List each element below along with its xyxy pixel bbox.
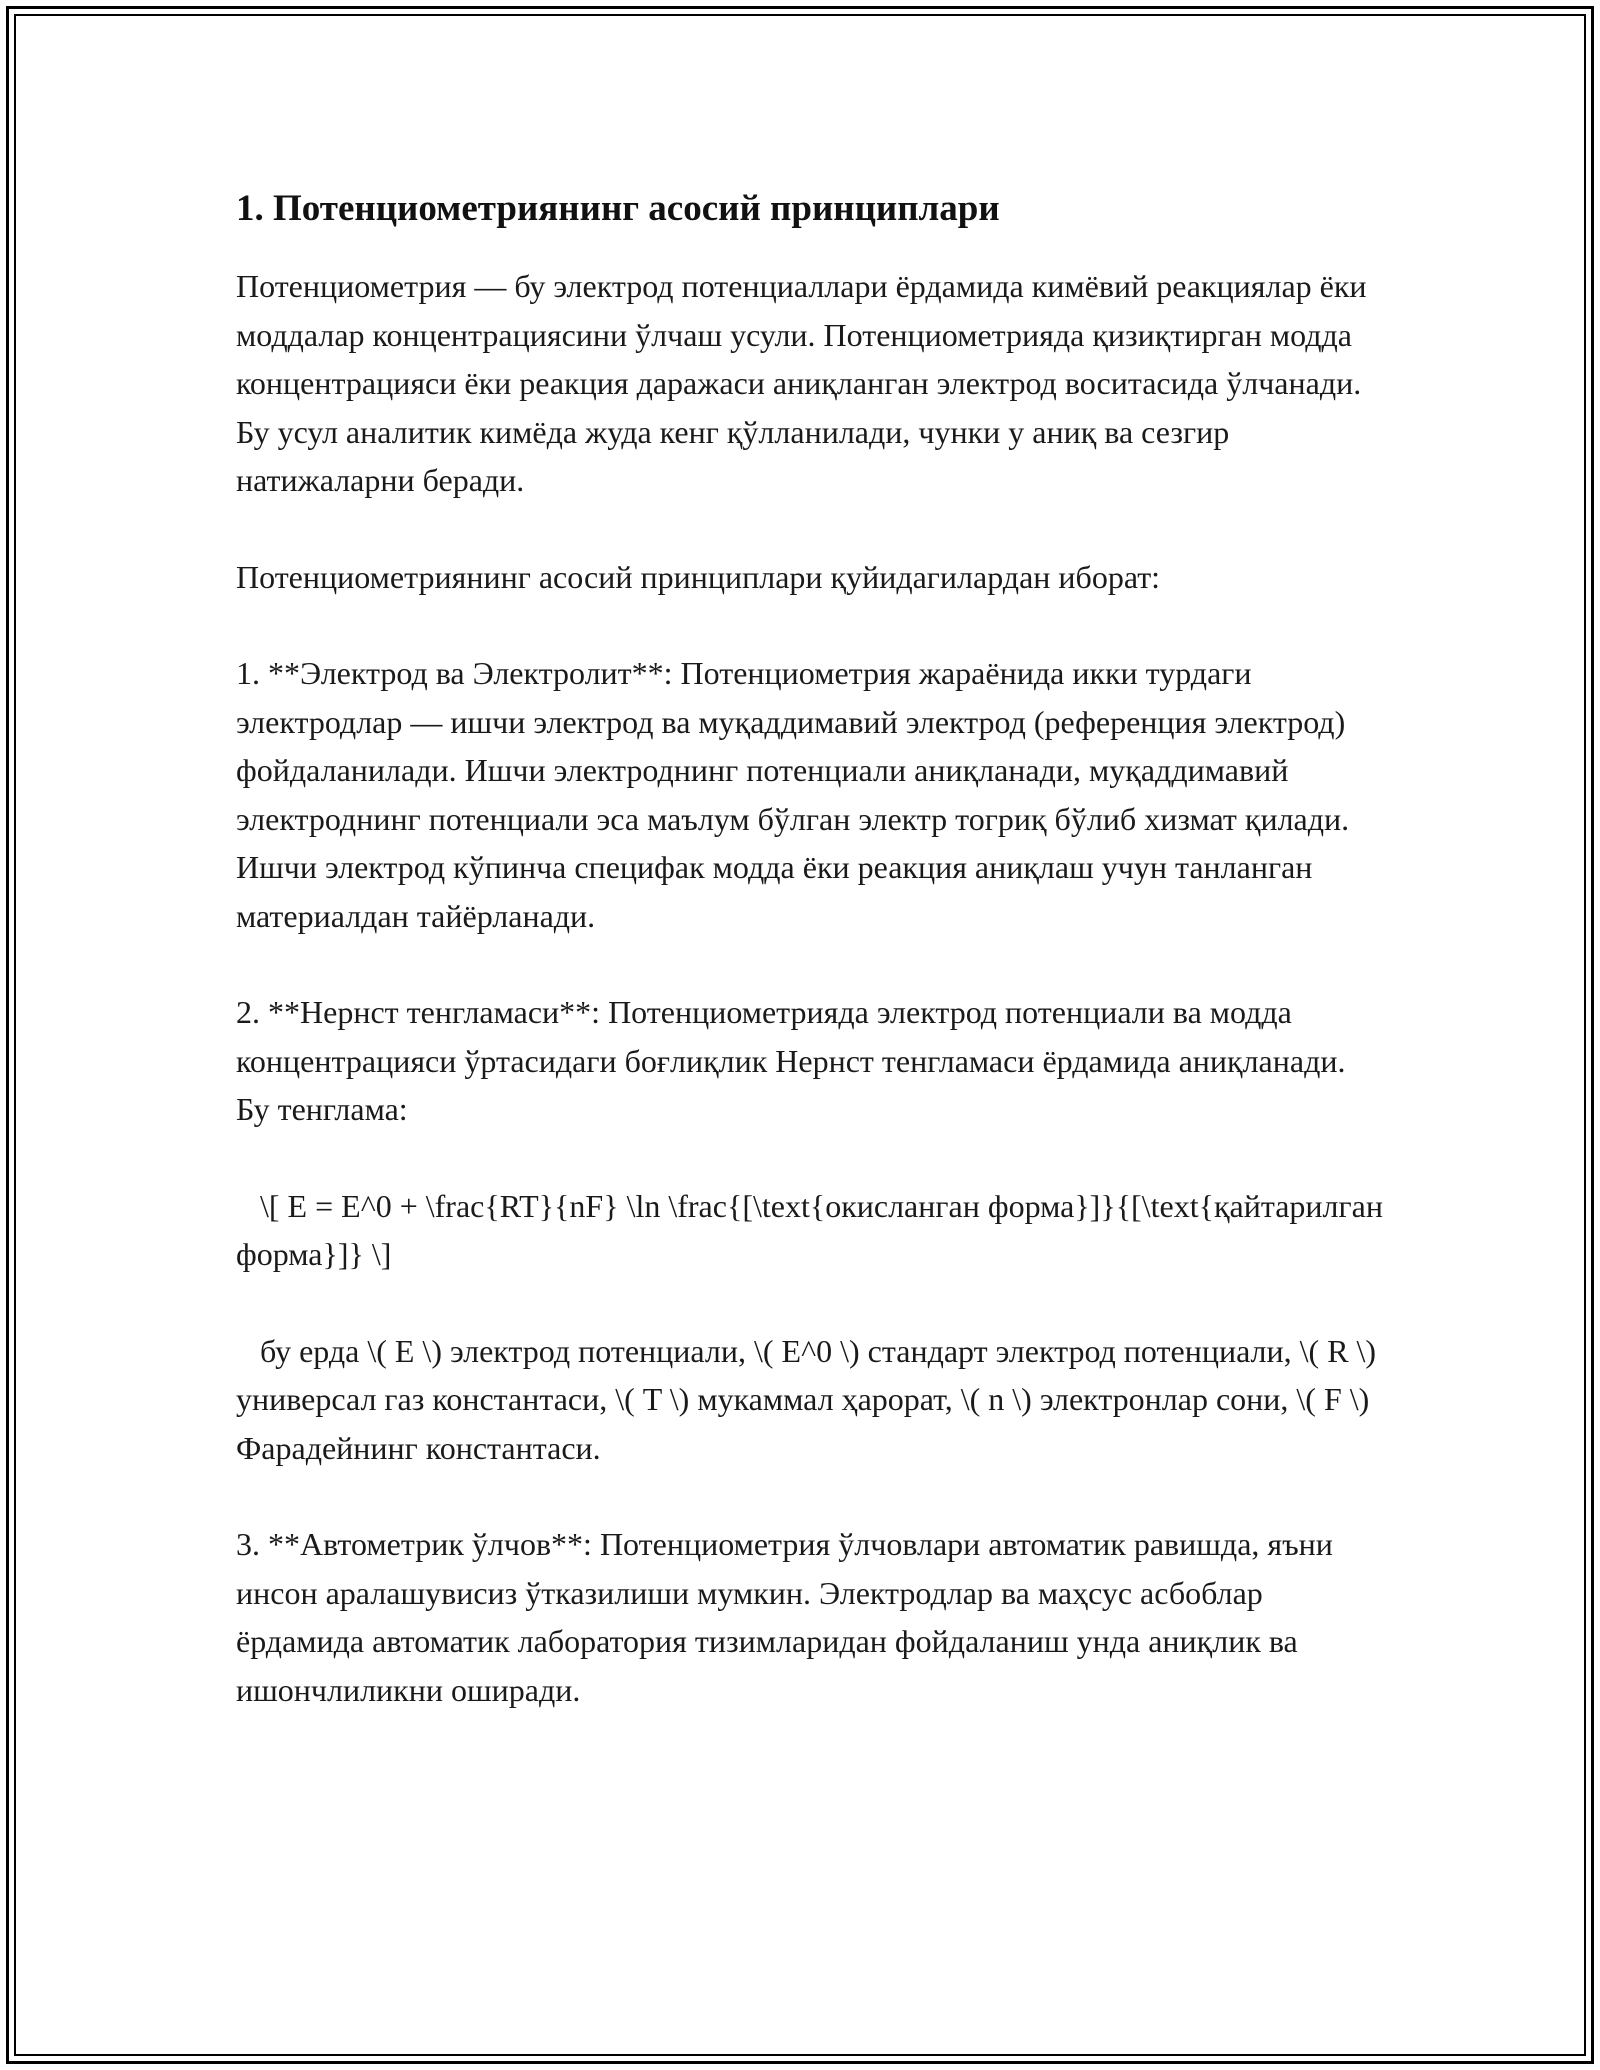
section-heading: 1. Потенциометриянинг асосий принциплари	[236, 188, 1000, 229]
document-body	[236, 186, 1391, 1762]
paragraph-intro: Потенциометрия — бу электрод потенциаллари ёрдамида кимёвий реакциялар ёки моддалар концентрациясини ўлчаш усули. Потенциометрияда қизиқтирган модда концентрацияси ёки реакция даражаси аниқланган электрод воситасида ўлчанади. Бу усул аналитик кимёда жуда кенг қўлланилади, чунки у аниқ ва сезгир натижаларни беради.	[236, 268, 1375, 498]
nernst-equation: \[ E = E^0 + \frac{RT}{nF} \ln \frac{[\text{окисланган форма}]}{[\text{қайтарилган форма}]} \]	[236, 1187, 1391, 1272]
list-item-electrode: 1. **Электрод ва Электролит**: Потенциометрия жараёнида икки турдаги электродлар — ишчи электрод ва муқаддимавий электрод (референция электрод) фойдаланилади. Ишчи электроднинг потенциали аниқланади, муқаддимавий электроднинг потенциали эса маълум бўлган электр тогриқ бўлиб хизмат қилади. Ишчи электрод кўпинча специфак модда ёки реакция аниқлаш учун танланган материалдан тайёрланади.	[236, 655, 1358, 934]
equation-legend: бу ерда \( E \) электрод потенциали, \( E^0 \) стандарт электрод потенциали, \( R \) универсал газ константаси, \( T \) мукаммал ҳарорат, \( n \) электронлар сони, \( F \) Фарадейнинг константаси.	[236, 1332, 1385, 1466]
paragraph-principles-lead: Потенциометриянинг асосий принциплари қуйидагилардан иборат:	[236, 558, 1161, 595]
list-item-automatic: 3. **Автометрик ўлчов**: Потенциометрия ўлчовлари автоматик равишда, яъни инсон аралашувисиз ўтказилиши мумкин. Электродлар ва маҳсус асбоблар ёрдамида автоматик лаборатория тизимларидан фойдаланиш унда аниқлик ва ишончлиликни оширади.	[236, 1526, 1341, 1708]
list-item-nernst: 2. **Нернст тенгламаси**: Потенциометрияда электрод потенциали ва модда концентрацияси ўртасидаги боғлиқлик Нернст тенгламаси ёрдамида аниқланади. Бу тенглама:	[236, 994, 1354, 1127]
